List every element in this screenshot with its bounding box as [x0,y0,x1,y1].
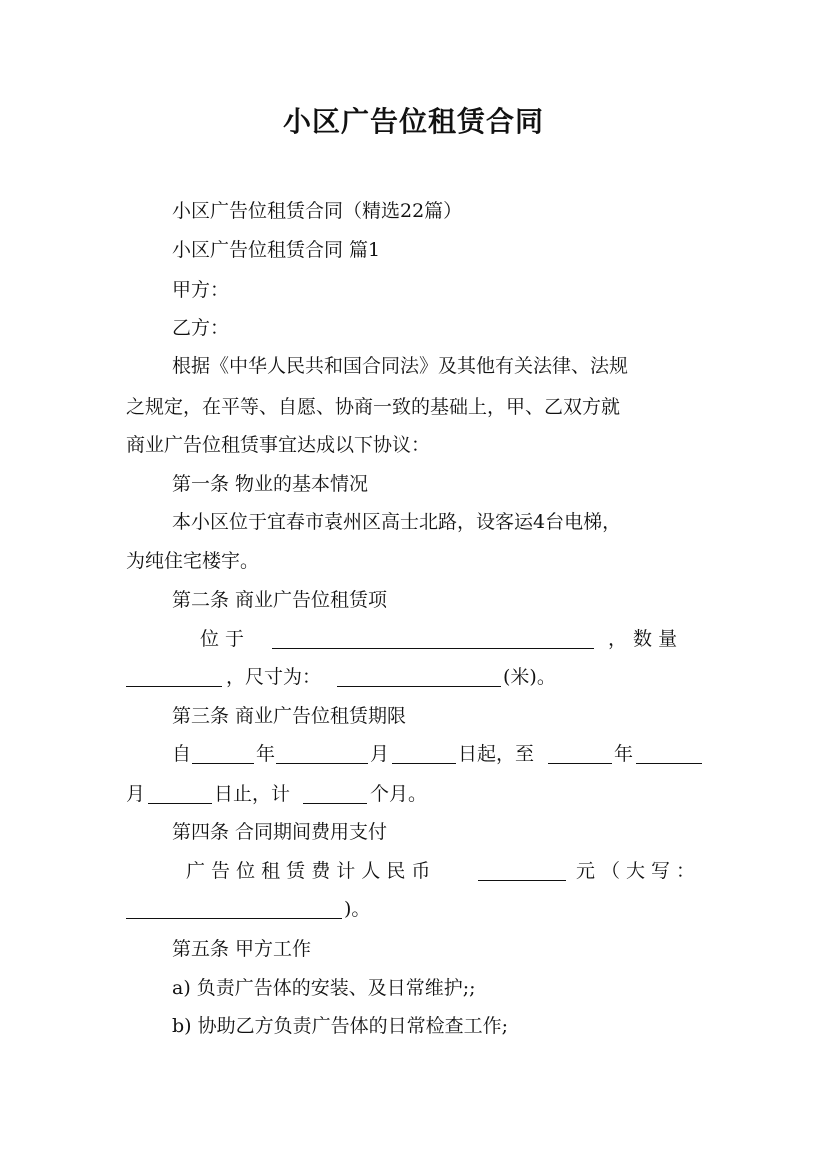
size-label: ，尺寸为： [226,666,322,688]
document-title: 小区广告位租赁合同 [282,105,544,138]
section-heading: 小区广告位租赁合同 篇1 [172,239,381,261]
fee-uppercase-label: 元（大写： [576,860,702,882]
end-year-blank [548,745,612,764]
article-heading: 第一条 物业的基本情况 [172,473,369,495]
quantity-blank [126,668,222,687]
party-b-line: 乙方： [172,317,230,339]
month-label: 月 [370,743,390,765]
months-label: 个月。 [370,783,428,805]
start-month-blank [276,745,368,764]
fee-amount-blank [478,862,566,881]
paragraph-line: 为纯住宅楼宇。 [126,550,260,572]
total-label: 日止，计 [214,783,291,805]
quantity-label: ， 数 量 [608,628,678,650]
year-label: 年 [614,743,634,765]
party-a-line: 甲方： [172,279,230,301]
article-heading: 第五条 甲方工作 [172,938,312,960]
total-months-blank [303,785,367,804]
list-item: b) 协助乙方负责广告体的日常检查工作; [172,1015,509,1037]
start-year-blank [192,745,254,764]
article-heading: 第四条 合同期间费用支付 [172,821,388,843]
end-day-blank [148,785,212,804]
list-item: a) 负责广告体的安装、及日常维护;; [172,977,476,999]
fee-uppercase-blank [126,900,342,919]
from-label: 自 [172,743,192,765]
end-month-blank [636,745,702,764]
paragraph-line: 根据《中华人民共和国合同法》及其他有关法律、法规 [172,355,629,377]
location-blank [272,630,594,649]
month-label: 月 [126,783,146,805]
paragraph-line: 商业广告位租赁事宜达成以下协议： [126,434,431,456]
paragraph-line: 之规定，在平等、自愿、协商一致的基础上，甲、乙双方就 [126,396,621,418]
location-label: 位 于 [200,628,245,650]
size-unit: (米)。 [503,666,556,688]
subtitle-line: 小区广告位租赁合同（精选22篇） [172,200,463,222]
year-label: 年 [256,743,276,765]
fee-label: 广 告 位 租 赁 费 计 人 民 币 [186,860,431,882]
start-until-label: 日起，至 [458,743,535,765]
start-day-blank [392,745,456,764]
article-heading: 第二条 商业广告位租赁项 [172,589,388,611]
size-blank [337,668,501,687]
fee-close: )。 [344,898,371,920]
article-heading: 第三条 商业广告位租赁期限 [172,705,407,727]
paragraph-line: 本小区位于宜春市袁州区高士北路，设客运4台电梯， [172,511,622,533]
